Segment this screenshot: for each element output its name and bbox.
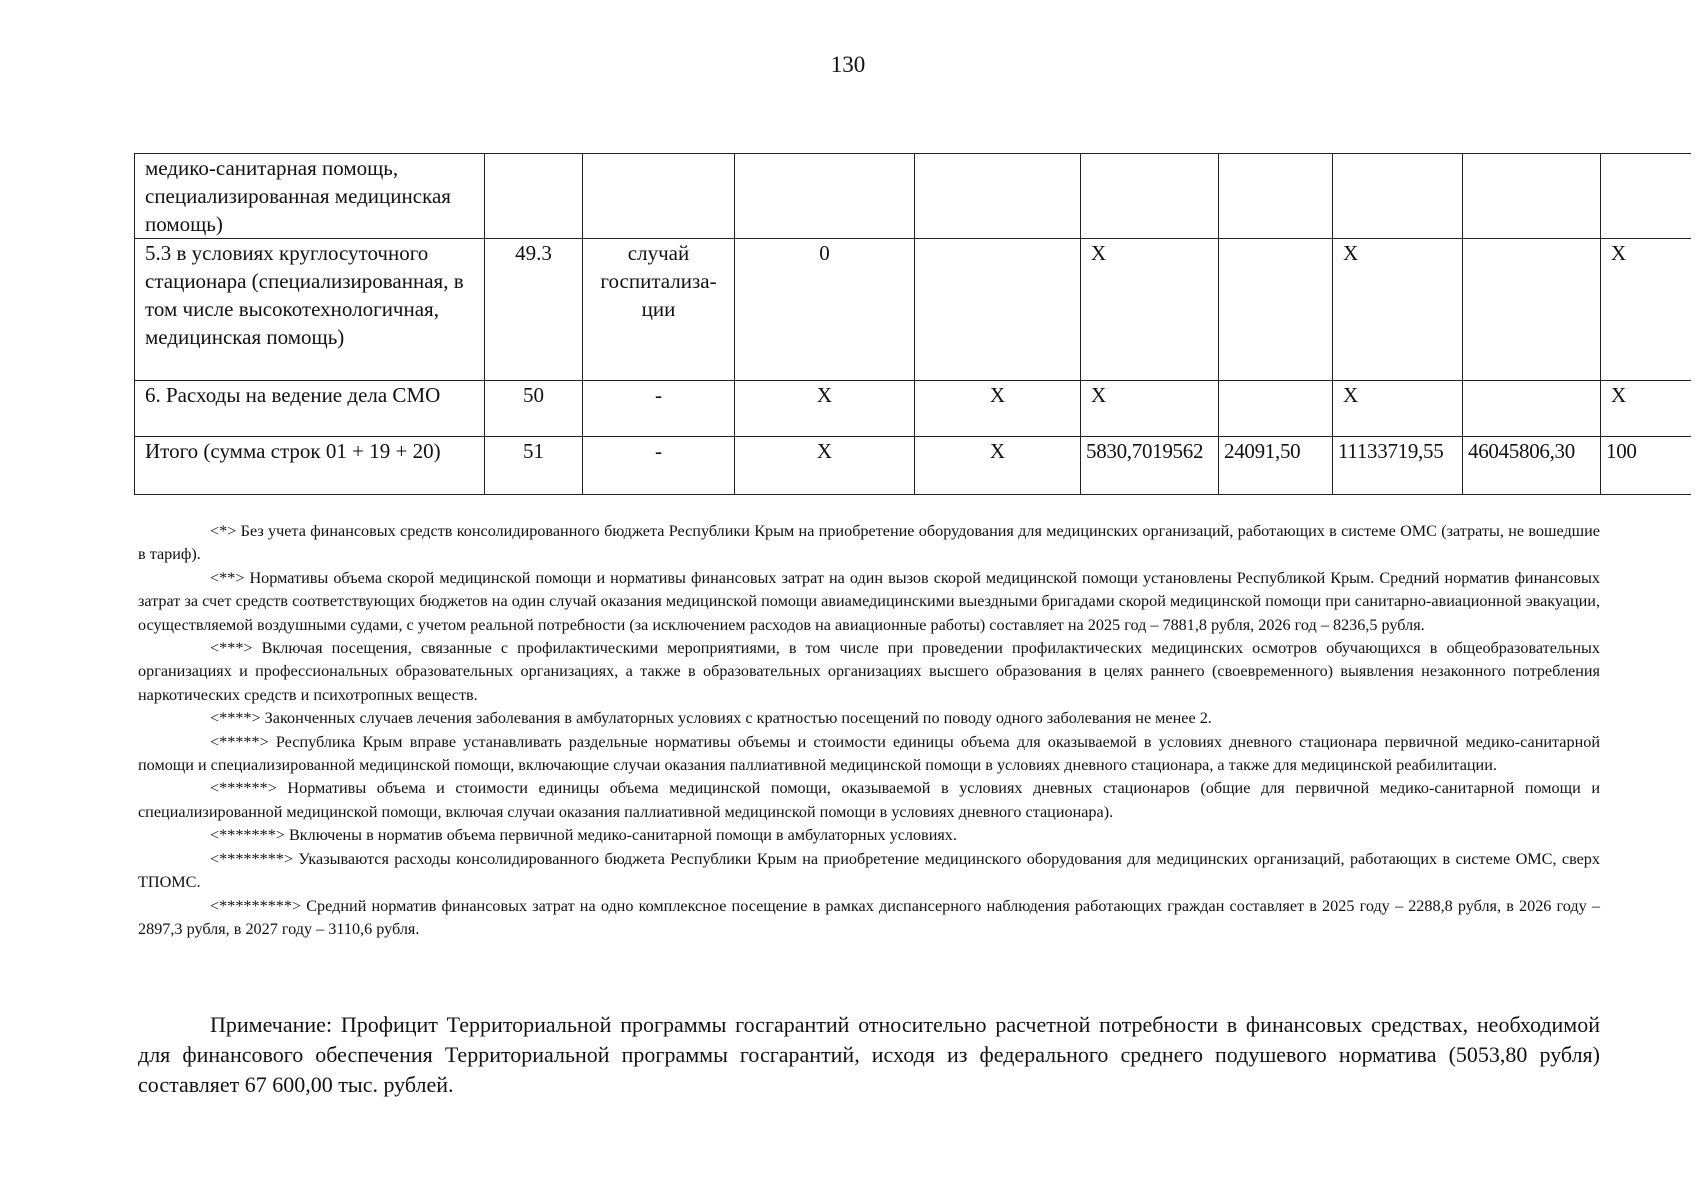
value-cell [1463,381,1601,437]
value-cell [1333,154,1463,239]
footnote: <********> Указываются расходы консолидированного бюджета Республики Крым на приобретение медицинского оборудования для медицинских организаций, работающих в системе ОМС, сверх ТПОМС. [138,849,1600,892]
financing-table [134,153,1691,495]
value-cell [735,154,915,239]
value-cell: 24091,50 [1219,437,1333,495]
value-cell: X [1333,381,1463,437]
table-row [135,437,1691,495]
value-cell: 0 [735,239,915,381]
value-cell: X [735,381,915,437]
value-cell: X [915,437,1081,495]
value-cell [1219,154,1333,239]
footnote: <*> Без учета финансовых средств консолидированного бюджета Республики Крым на приобретение оборудования для медицинских организаций, работающих в системе ОМС (затраты, не вошедшие в тариф). [138,522,1600,564]
value-cell: 100 [1601,437,1691,495]
row-number-cell: 51 [485,437,583,495]
unit-cell: - [583,381,735,437]
value-cell [915,239,1081,381]
unit-cell: случай госпитализа-ции [583,239,735,381]
table-row [135,239,1691,381]
footnote: <***> Включая посещения, связанные с профилактическими мероприятиями, в том числе при проведении профилактических медицинских осмотров обучающихся в общеобразовательных организациях и профессиональных образовательных организациях, а также в образовательных организациях высшего образования в целях раннего (своевременного) выявления незаконного потребления наркотических средств и психотропных веществ. [138,639,1600,704]
note [138,1010,1600,1100]
value-cell [1219,381,1333,437]
footnotes [138,520,1600,941]
value-cell [1081,154,1219,239]
table-row [135,381,1691,437]
footnote: <*****> Республика Крым вправе устанавливать раздельные нормативы объемы и стоимости единицы объема для оказываемой в условиях дневного стационара первичной медико-санитарной помощи и специализированной медицинской помощи, включающие случаи оказания паллиативной медицинской помощи в условиях дневного стационара, а также для медицинской реабилитации. [138,732,1600,775]
value-cell: X [1333,239,1463,381]
row-name-cell: медико-санитарная помощь, специализированная медицинская помощь) [135,154,485,239]
footnote: <****> Законченных случаев лечения заболевания в амбулаторных условиях с кратностью посещений по поводу одного заболевания не менее 2. [210,709,1212,728]
value-cell: 5830,7019562 [1081,437,1219,495]
footnote: <*********> Средний норматив финансовых затрат на одно комплексное посещение в рамках диспансерного наблюдения работающих граждан составляет в 2025 году – 2288,8 рубля, в 2026 году – 2897,3 рубля, в 2027 году – 3110,6 рубля. [138,896,1600,938]
row-name-cell: Итого (сумма строк 01 + 19 + 20) [135,437,485,495]
row-number-cell: 50 [485,381,583,437]
value-cell: X [1081,239,1219,381]
value-cell: X [1601,239,1691,381]
footnote: <******> Нормативы объема и стоимости единицы объема медицинской помощи, оказываемой в условиях дневных стационаров (общие для первичной медико-санитарной помощи и специализированной медицинской помощи, включая случаи оказания паллиативной медицинской помощи в условиях дневного стационара). [138,779,1600,821]
unit-cell [583,154,735,239]
footnote: <*******> Включены в норматив объема первичной медико-санитарной помощи в амбулаторных условиях. [210,826,957,845]
value-cell [915,154,1081,239]
value-cell: 46045806,30 [1463,437,1601,495]
value-cell: 11133719,55 [1333,437,1463,495]
value-cell: X [735,437,915,495]
unit-cell: - [583,437,735,495]
value-cell [1601,154,1691,239]
value-cell: X [1601,381,1691,437]
note-text: Примечание: Профицит Территориальной программы госгарантий относительно расчетной потребности в финансовых средствах, необходимой для финансового обеспечения Территориальной программы госгарантий, исходя из федерального среднего подушевого норматива (5053,80 рубля) составляет 67 600,00 тыс. рублей. [138,1012,1600,1097]
value-cell [1463,154,1601,239]
footnote: <**> Нормативы объема скорой медицинской помощи и нормативы финансовых затрат на один вызов скорой медицинской помощи установлены Республикой Крым. Средний норматив финансовых затрат за счет средств соответствующих бюджетов на один случай оказания медицинской помощи авиамедицинскими выездными бригадами скорой медицинской помощи при санитарно-авиационной эвакуации, осуществляемой воздушными судами, с учетом реальной потребности (за исключением расходов на авиационные работы) составляет на 2025 год – 7881,8 рубля, 2026 год – 8236,5 рубля. [138,568,1600,634]
row-name-cell: 6. Расходы на ведение дела СМО [135,381,485,437]
value-cell [1219,239,1333,381]
page-number: 130 [830,52,866,77]
row-number-cell: 49.3 [485,239,583,381]
row-number-cell [485,154,583,239]
value-cell: X [1081,381,1219,437]
row-name-cell: 5.3 в условиях круглосуточного стационара (специализированная, в том числе высокотехнологичная, медицинская помощь) [135,239,485,381]
value-cell: X [915,381,1081,437]
value-cell [1463,239,1601,381]
table-row [135,154,1691,239]
